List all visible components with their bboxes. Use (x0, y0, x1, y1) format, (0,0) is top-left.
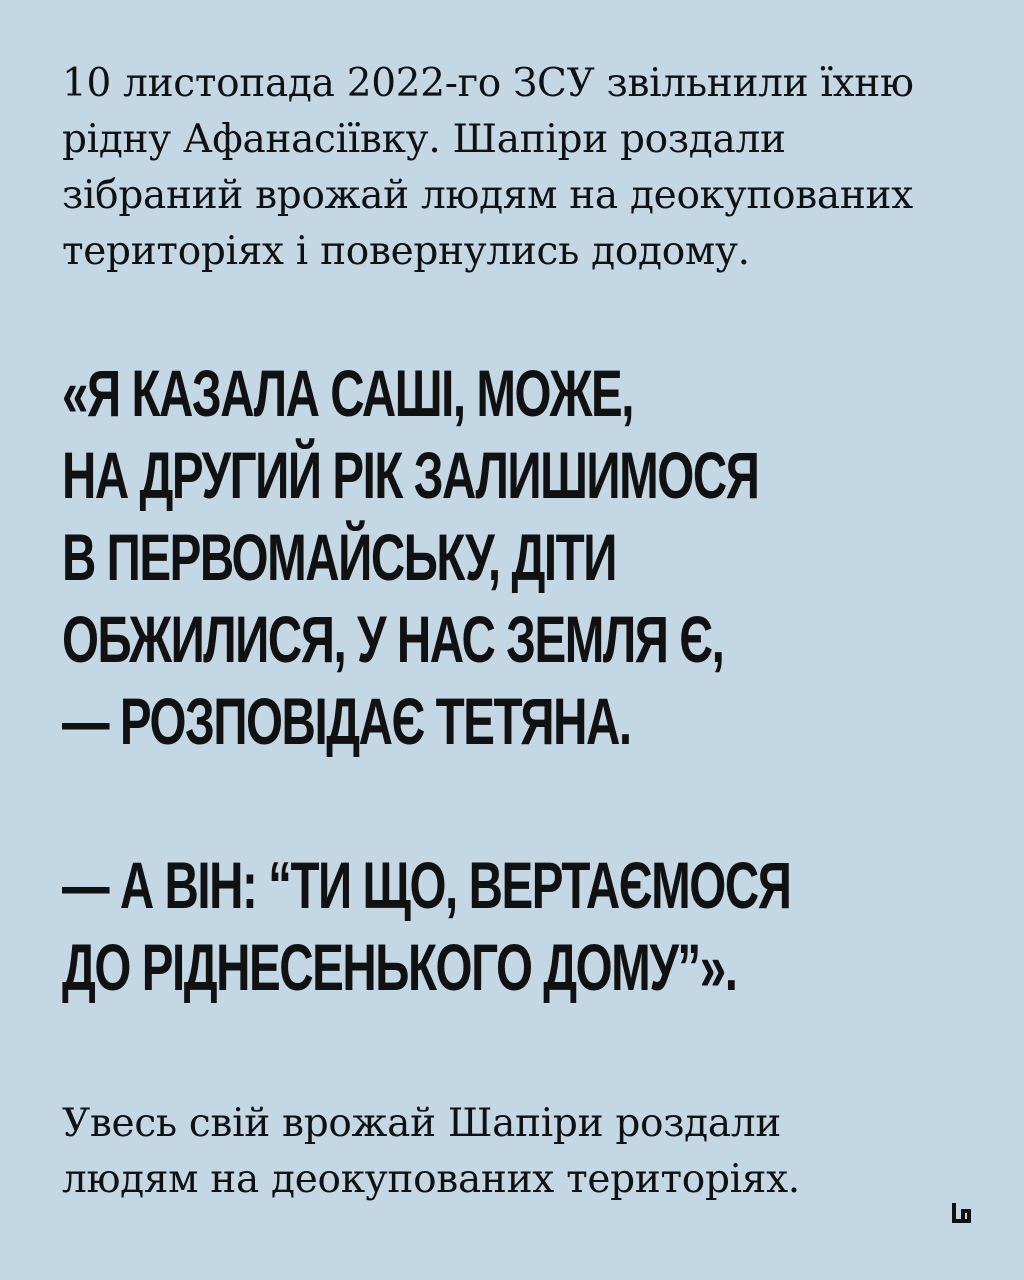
quote-line: В ПЕРВОМАЙСЬКУ, ДІТИ (62, 520, 616, 594)
quote-line: ОБЖИЛИСЯ, У НАС ЗЕМЛЯ Є, (62, 602, 724, 676)
intro-line: рідну Афанасіївку. Шапіри роздали (62, 117, 786, 162)
quote-line: — РОЗПОВІДАЄ ТЕТЯНА. (62, 684, 631, 758)
quote-reply-line: — А ВІН: “ТИ ЩО, ВЕРТАЄМОСЯ (62, 848, 791, 922)
pull-quote (62, 352, 962, 1008)
outro-line: Увесь свій врожай Шапіри роздали (62, 1101, 782, 1146)
outro-paragraph (62, 1096, 962, 1208)
intro-paragraph (62, 56, 982, 280)
quote-line: НА ДРУГИЙ РІК ЗАЛИШИМОСЯ (62, 438, 759, 512)
intro-line: територіях і повернулись додому. (62, 229, 750, 274)
quote-line: «Я КАЗАЛА САШІ, МОЖЕ, (62, 356, 633, 430)
quote-reply-line: ДО РІДНЕСЕНЬКОГО ДОМУ”». (62, 930, 737, 1004)
quote-spacer (62, 762, 962, 844)
intro-line: зібраний врожай людям на деокупованих (62, 173, 913, 218)
outro-line: людям на деокупованих територіях. (62, 1157, 800, 1202)
publisher-logo-icon (950, 1200, 974, 1226)
intro-line: 10 листопада 2022-го ЗСУ звільнили їхню (62, 61, 914, 106)
